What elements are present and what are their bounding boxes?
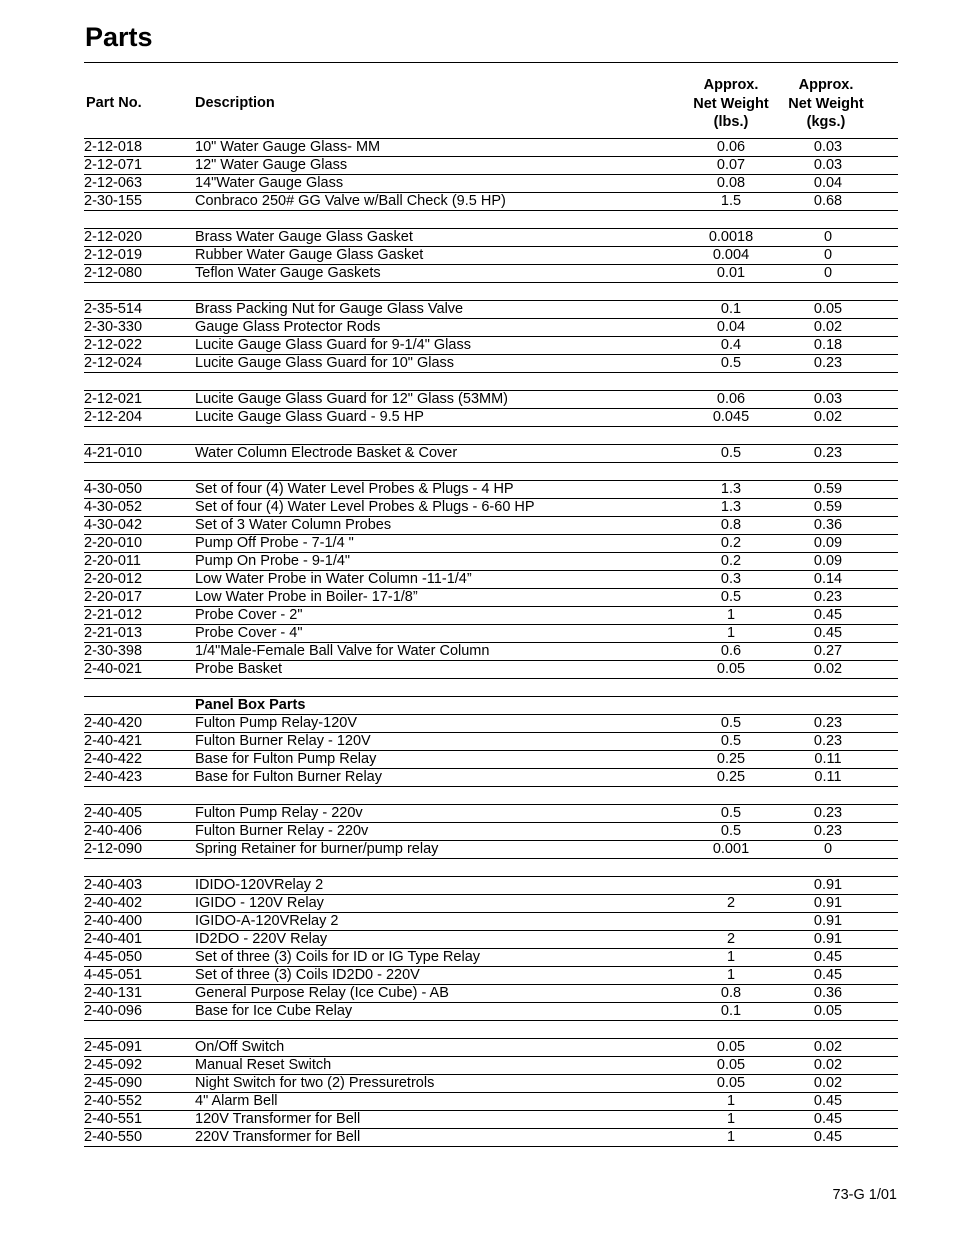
- weight-lbs-cell: 1: [726, 949, 736, 965]
- description-cell: General Purpose Relay (Ice Cube) - AB: [195, 985, 449, 1001]
- weight-kgs-cell: 0.23: [813, 589, 843, 605]
- description-cell: Probe Basket: [195, 661, 283, 677]
- part-number-cell: 2-30-155: [84, 193, 143, 209]
- part-number-cell: 2-40-406: [84, 823, 143, 839]
- part-number-cell: 2-40-096: [84, 1003, 143, 1019]
- part-number-cell: 2-20-017: [84, 589, 143, 605]
- table-row: [84, 661, 898, 679]
- spacer-row: [84, 283, 898, 301]
- table-row: [84, 247, 898, 265]
- description-cell: Rubber Water Gauge Glass Gasket: [195, 247, 424, 263]
- table-row: [84, 193, 898, 211]
- weight-lbs-cell: 0.1: [720, 301, 742, 317]
- table-row: [84, 1129, 898, 1147]
- section-title: Panel Box Parts: [195, 697, 306, 713]
- description-cell: Set of 3 Water Column Probes: [195, 517, 392, 533]
- weight-lbs-cell: 0.6: [720, 643, 742, 659]
- table-row: [84, 823, 898, 841]
- part-number-cell: 2-12-021: [84, 391, 143, 407]
- description-cell: Manual Reset Switch: [195, 1057, 332, 1073]
- table-row: [84, 643, 898, 661]
- part-number-cell: 2-12-020: [84, 229, 143, 245]
- description-cell: Fulton Pump Relay-120V: [195, 715, 357, 731]
- weight-lbs-cell: 0.001: [712, 841, 750, 857]
- table-row: [84, 805, 898, 823]
- weight-lbs-cell: 1: [726, 1129, 736, 1145]
- weight-lbs-cell: 2: [726, 895, 736, 911]
- part-number-cell: 2-40-422: [84, 751, 143, 767]
- table-row: [84, 769, 898, 787]
- weight-kgs-cell: 0: [823, 265, 833, 281]
- description-cell: Pump On Probe - 9-1/4": [195, 553, 351, 569]
- header-weight-lbs: [681, 76, 781, 132]
- description-cell: Base for Fulton Burner Relay: [195, 769, 382, 785]
- table-row: [84, 445, 898, 463]
- description-cell: Night Switch for two (2) Pressuretrols: [195, 1075, 435, 1091]
- weight-lbs-cell: 1: [726, 625, 736, 641]
- weight-lbs-cell: 0.004: [712, 247, 750, 263]
- part-number-cell: 2-45-092: [84, 1057, 143, 1073]
- part-number-cell: 2-30-330: [84, 319, 143, 335]
- table-row: [84, 409, 898, 427]
- table-row: [84, 967, 898, 985]
- description-cell: 10" Water Gauge Glass- MM: [195, 139, 381, 155]
- weight-kgs-cell: 0.45: [813, 967, 843, 983]
- part-number-cell: 2-12-018: [84, 139, 143, 155]
- part-number-cell: 2-40-402: [84, 895, 143, 911]
- description-cell: 4" Alarm Bell: [195, 1093, 278, 1109]
- weight-kgs-cell: 0.03: [813, 139, 843, 155]
- part-number-cell: 2-40-551: [84, 1111, 143, 1127]
- spacer-row: [84, 211, 898, 229]
- weight-lbs-cell: 0.04: [716, 319, 746, 335]
- weight-lbs-cell: 0.25: [716, 769, 746, 785]
- description-cell: Probe Cover - 2": [195, 607, 303, 623]
- description-cell: Base for Ice Cube Relay: [195, 1003, 353, 1019]
- part-number-cell: 2-40-550: [84, 1129, 143, 1145]
- part-number-cell: 2-40-131: [84, 985, 143, 1001]
- part-number-cell: 4-30-042: [84, 517, 143, 533]
- weight-kgs-cell: 0.23: [813, 823, 843, 839]
- table-row: [84, 841, 898, 859]
- table-row: [84, 1003, 898, 1021]
- weight-lbs-cell: 0.05: [716, 1075, 746, 1091]
- weight-kgs-cell: 0.09: [813, 553, 843, 569]
- weight-lbs-cell: 0.05: [716, 1039, 746, 1055]
- table-row: [84, 499, 898, 517]
- description-cell: Set of three (3) Coils ID2D0 - 220V: [195, 967, 420, 983]
- weight-kgs-cell: 0.91: [813, 931, 843, 947]
- table-row: [84, 355, 898, 373]
- part-number-cell: 4-30-050: [84, 481, 143, 497]
- weight-lbs-cell: 0.2: [720, 553, 742, 569]
- weight-kgs-cell: 0.45: [813, 1129, 843, 1145]
- weight-lbs-cell: 0.5: [720, 805, 742, 821]
- header-kgs-line-3: (kgs.): [806, 114, 846, 130]
- description-cell: 220V Transformer for Bell: [195, 1129, 361, 1145]
- part-number-cell: 2-40-421: [84, 733, 143, 749]
- weight-kgs-cell: 0.59: [813, 481, 843, 497]
- description-cell: Probe Cover - 4": [195, 625, 303, 641]
- description-cell: Spring Retainer for burner/pump relay: [195, 841, 439, 857]
- weight-kgs-cell: 0.04: [813, 175, 843, 191]
- description-cell: Brass Water Gauge Glass Gasket: [195, 229, 413, 245]
- description-cell: Fulton Burner Relay - 220v: [195, 823, 369, 839]
- weight-kgs-cell: 0.02: [813, 661, 843, 677]
- weight-lbs-cell: 1.5: [720, 193, 742, 209]
- table-row: [84, 319, 898, 337]
- table-row: [84, 391, 898, 409]
- spacer-row: [84, 427, 898, 445]
- part-number-cell: 2-40-403: [84, 877, 143, 893]
- weight-kgs-cell: 0.02: [813, 1057, 843, 1073]
- page-footer: 73-G 1/01: [832, 1187, 897, 1203]
- table-row: [84, 175, 898, 193]
- weight-kgs-cell: 0.14: [813, 571, 843, 587]
- part-number-cell: 2-21-013: [84, 625, 143, 641]
- weight-kgs-cell: 0: [823, 841, 833, 857]
- description-cell: Fulton Burner Relay - 120V: [195, 733, 371, 749]
- part-number-cell: 2-12-063: [84, 175, 143, 191]
- weight-lbs-cell: 0.08: [716, 175, 746, 191]
- part-number-cell: 2-12-090: [84, 841, 143, 857]
- description-cell: Low Water Probe in Boiler- 17-1/8”: [195, 589, 418, 605]
- table-row: [84, 589, 898, 607]
- part-number-cell: 4-21-010: [84, 445, 143, 461]
- weight-lbs-cell: 0.3: [720, 571, 742, 587]
- description-cell: Pump Off Probe - 7-1/4 ": [195, 535, 354, 551]
- description-cell: ID2DO - 220V Relay: [195, 931, 328, 947]
- weight-kgs-cell: 0.45: [813, 625, 843, 641]
- header-lbs-line-2: Net Weight: [693, 95, 769, 112]
- part-number-cell: 2-12-019: [84, 247, 143, 263]
- header-part-no: Part No.: [86, 95, 142, 111]
- weight-kgs-cell: 0.23: [813, 733, 843, 749]
- description-cell: Set of three (3) Coils for ID or IG Type Relay: [195, 949, 481, 965]
- weight-lbs-cell: 1: [726, 607, 736, 623]
- table-row: [84, 1111, 898, 1129]
- weight-lbs-cell: 0.8: [720, 517, 742, 533]
- part-number-cell: 2-40-405: [84, 805, 143, 821]
- page-title: Parts: [85, 22, 153, 52]
- weight-lbs-cell: 0.01: [716, 265, 746, 281]
- table-row: [84, 1039, 898, 1057]
- weight-kgs-cell: 0.59: [813, 499, 843, 515]
- table-row: [84, 751, 898, 769]
- weight-lbs-cell: 0.045: [712, 409, 750, 425]
- part-number-cell: 2-40-401: [84, 931, 143, 947]
- table-row: [84, 1093, 898, 1111]
- weight-lbs-cell: 0.1: [720, 1003, 742, 1019]
- weight-kgs-cell: 0.23: [813, 805, 843, 821]
- part-number-cell: 2-20-011: [84, 553, 141, 569]
- weight-kgs-cell: 0.91: [813, 877, 843, 893]
- description-cell: Fulton Pump Relay - 220v: [195, 805, 363, 821]
- part-number-cell: 4-30-052: [84, 499, 143, 515]
- description-cell: 14"Water Gauge Glass: [195, 175, 344, 191]
- part-number-cell: 2-40-423: [84, 769, 143, 785]
- weight-lbs-cell: 0.4: [720, 337, 742, 353]
- section-header-row: [84, 697, 898, 715]
- description-cell: Gauge Glass Protector Rods: [195, 319, 381, 335]
- part-number-cell: 2-35-514: [84, 301, 143, 317]
- description-cell: Teflon Water Gauge Gaskets: [195, 265, 381, 281]
- spacer-row: [84, 679, 898, 697]
- title-divider: [84, 62, 898, 63]
- description-cell: Set of four (4) Water Level Probes & Plugs - 4 HP: [195, 481, 514, 497]
- weight-kgs-cell: 0.45: [813, 1111, 843, 1127]
- weight-kgs-cell: 0.09: [813, 535, 843, 551]
- weight-kgs-cell: 0.45: [813, 607, 843, 623]
- table-row: [84, 265, 898, 283]
- header-kgs-line-2: Net Weight: [788, 95, 864, 112]
- table-row: [84, 931, 898, 949]
- weight-kgs-cell: 0.11: [814, 769, 842, 785]
- weight-lbs-cell: 0.06: [716, 391, 746, 407]
- weight-kgs-cell: 0: [823, 247, 833, 263]
- part-number-cell: 2-21-012: [84, 607, 143, 623]
- description-cell: Conbraco 250# GG Valve w/Ball Check (9.5 HP): [195, 193, 506, 209]
- table-row: [84, 229, 898, 247]
- table-row: [84, 913, 898, 931]
- table-row: [84, 1057, 898, 1075]
- table-row: [84, 625, 898, 643]
- part-number-cell: 2-40-400: [84, 913, 143, 929]
- part-number-cell: 4-45-050: [84, 949, 143, 965]
- weight-kgs-cell: 0.23: [813, 715, 843, 731]
- weight-lbs-cell: 0.25: [716, 751, 746, 767]
- weight-lbs-cell: 0.05: [716, 1057, 746, 1073]
- part-number-cell: 2-12-204: [84, 409, 143, 425]
- weight-kgs-cell: 0.02: [813, 1075, 843, 1091]
- table-row: [84, 571, 898, 589]
- part-number-cell: 2-20-012: [84, 571, 143, 587]
- description-cell: 12" Water Gauge Glass: [195, 157, 348, 173]
- weight-lbs-cell: 1: [726, 1093, 736, 1109]
- table-row: [84, 1075, 898, 1093]
- weight-lbs-cell: 0.5: [720, 445, 742, 461]
- table-header: [84, 76, 898, 139]
- weight-kgs-cell: 0.91: [813, 913, 843, 929]
- weight-lbs-cell: 0.2: [720, 535, 742, 551]
- part-number-cell: 2-20-010: [84, 535, 143, 551]
- description-cell: Base for Fulton Pump Relay: [195, 751, 377, 767]
- weight-lbs-cell: 1.3: [720, 481, 742, 497]
- part-number-cell: 2-12-071: [84, 157, 143, 173]
- weight-kgs-cell: 0.45: [813, 949, 843, 965]
- weight-kgs-cell: 0.23: [813, 445, 843, 461]
- weight-lbs-cell: 1: [726, 1111, 736, 1127]
- table-row: [84, 607, 898, 625]
- weight-lbs-cell: 0.0018: [708, 229, 754, 245]
- weight-kgs-cell: 0.91: [813, 895, 843, 911]
- weight-kgs-cell: 0.36: [813, 517, 843, 533]
- weight-kgs-cell: 0.27: [813, 643, 843, 659]
- description-cell: Brass Packing Nut for Gauge Glass Valve: [195, 301, 464, 317]
- weight-lbs-cell: 0.5: [720, 589, 742, 605]
- table-row: [84, 895, 898, 913]
- weight-kgs-cell: 0.45: [813, 1093, 843, 1109]
- weight-kgs-cell: 0.02: [813, 1039, 843, 1055]
- weight-kgs-cell: 0.03: [813, 391, 843, 407]
- header-description: Description: [195, 95, 275, 111]
- description-cell: Set of four (4) Water Level Probes & Plugs - 6-60 HP: [195, 499, 535, 515]
- weight-kgs-cell: 0.68: [813, 193, 843, 209]
- parts-table-body: [84, 139, 898, 1147]
- table-row: [84, 535, 898, 553]
- weight-kgs-cell: 0.18: [813, 337, 843, 353]
- weight-kgs-cell: 0.05: [813, 301, 843, 317]
- header-weight-kgs: [776, 76, 876, 132]
- weight-kgs-cell: 0.11: [814, 751, 842, 767]
- table-row: [84, 715, 898, 733]
- weight-kgs-cell: 0.02: [813, 319, 843, 335]
- part-number-cell: 2-12-080: [84, 265, 143, 281]
- spacer-row: [84, 787, 898, 805]
- weight-lbs-cell: 1: [726, 967, 736, 983]
- table-row: [84, 877, 898, 895]
- part-number-cell: 2-40-552: [84, 1093, 143, 1109]
- weight-kgs-cell: 0.02: [813, 409, 843, 425]
- description-cell: Water Column Electrode Basket & Cover: [195, 445, 458, 461]
- part-number-cell: 4-45-051: [84, 967, 143, 983]
- description-cell: Low Water Probe in Water Column -11-1/4”: [195, 571, 472, 587]
- weight-kgs-cell: 0.36: [813, 985, 843, 1001]
- weight-kgs-cell: 0: [823, 229, 833, 245]
- weight-lbs-cell: 0.5: [720, 715, 742, 731]
- table-row: [84, 517, 898, 535]
- spacer-row: [84, 463, 898, 481]
- table-row: [84, 157, 898, 175]
- header-kgs-line-1: Approx.: [798, 77, 854, 93]
- weight-kgs-cell: 0.03: [813, 157, 843, 173]
- part-number-cell: 2-40-420: [84, 715, 143, 731]
- description-cell: On/Off Switch: [195, 1039, 285, 1055]
- table-row: [84, 301, 898, 319]
- table-row: [84, 139, 898, 157]
- spacer-row: [84, 373, 898, 391]
- weight-lbs-cell: 0.8: [720, 985, 742, 1001]
- weight-lbs-cell: 0.07: [716, 157, 746, 173]
- weight-lbs-cell: 0.5: [720, 823, 742, 839]
- weight-lbs-cell: 0.5: [720, 733, 742, 749]
- description-cell: IDIDO-120VRelay 2: [195, 877, 324, 893]
- part-number-cell: 2-30-398: [84, 643, 143, 659]
- table-row: [84, 733, 898, 751]
- spacer-row: [84, 1021, 898, 1039]
- description-cell: IGIDO - 120V Relay: [195, 895, 324, 911]
- spacer-row: [84, 859, 898, 877]
- part-number-cell: 2-40-021: [84, 661, 143, 677]
- table-row: [84, 337, 898, 355]
- table-row: [84, 985, 898, 1003]
- weight-lbs-cell: 2: [726, 931, 736, 947]
- weight-lbs-cell: 1.3: [720, 499, 742, 515]
- table-row: [84, 949, 898, 967]
- part-number-cell: 2-12-022: [84, 337, 143, 353]
- header-lbs-line-3: (lbs.): [713, 114, 749, 130]
- table-row: [84, 481, 898, 499]
- description-cell: Lucite Gauge Glass Guard - 9.5 HP: [195, 409, 424, 425]
- description-cell: Lucite Gauge Glass Guard for 12" Glass (53MM): [195, 391, 508, 407]
- part-number-cell: 2-12-024: [84, 355, 143, 371]
- weight-kgs-cell: 0.05: [813, 1003, 843, 1019]
- description-cell: Lucite Gauge Glass Guard for 9-1/4" Glass: [195, 337, 471, 353]
- header-lbs-line-1: Approx.: [703, 77, 759, 93]
- weight-lbs-cell: 0.5: [720, 355, 742, 371]
- weight-lbs-cell: 0.06: [716, 139, 746, 155]
- part-number-cell: 2-45-090: [84, 1075, 143, 1091]
- part-number-cell: 2-45-091: [84, 1039, 143, 1055]
- description-cell: IGIDO-A-120VRelay 2: [195, 913, 339, 929]
- description-cell: 120V Transformer for Bell: [195, 1111, 361, 1127]
- table-row: [84, 553, 898, 571]
- weight-lbs-cell: 0.05: [716, 661, 746, 677]
- weight-kgs-cell: 0.23: [813, 355, 843, 371]
- description-cell: Lucite Gauge Glass Guard for 10" Glass: [195, 355, 455, 371]
- description-cell: 1/4"Male-Female Ball Valve for Water Column: [195, 643, 490, 659]
